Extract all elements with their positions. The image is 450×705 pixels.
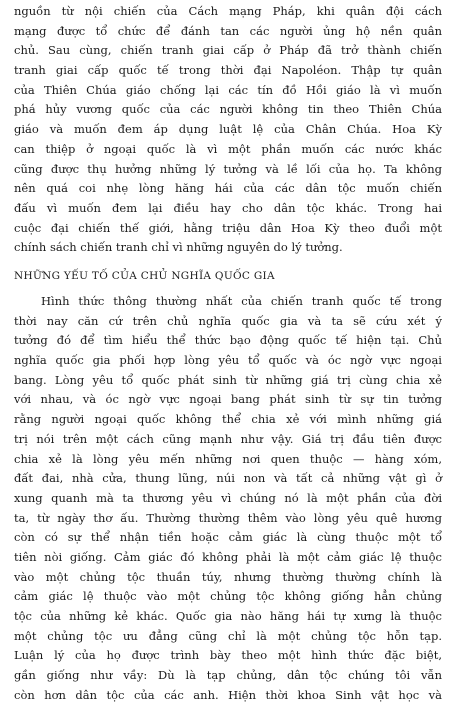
text-line: tiên nòi giống. Cảm giác đó không phải là một cảm giác lệ thuộc [14,549,442,564]
text-line: thời nay căn cứ trên chủ nghĩa quốc gia và ta sẽ cứu xét ý [14,313,442,328]
text-line: Luận lý của họ được trình bày theo một hình thức đặc biệt, [14,648,442,663]
text-line: chia xẻ là lòng yêu mến những nơi quen thuộc — hàng xóm, [14,451,442,466]
text-line: rằng người ngoại quốc không thể chia xẻ với mình những giá [14,412,442,427]
text-line: cảm giác lệ thuộc vào một chủng tộc không giống hẳn chủng [14,589,442,604]
text-line: xung quanh mà ta thương yêu vì chúng nó là một phần của đời [14,490,442,505]
text-line: giáo và muốn đem áp dụng luật lệ của Chân Chúa. Hoa Kỳ [14,122,442,137]
text-line: ta, từ ngày thơ ấu. Thường thường thêm vào lòng yêu quê hương [14,510,442,525]
text-line: cuộc đại chiến thế giới, hằng triệu dân Hoa Kỳ theo đuổi một [14,220,442,235]
text-line: của Thiên Chúa giáo chống lại các tín đồ Hồi giáo là vì muốn [14,82,442,97]
text-line: can thiệp ở ngoại quốc là vì một phần muốn các nước khác [14,141,442,156]
paragraph-nationalism-elements [14,292,442,705]
text-line: còn hơn dân tộc của các anh. Hiện thời khoa Sinh vật học và [14,687,442,702]
text-line: đấu vì muốn đem lại điều hay cho dân tộc khác. Trong hai [14,200,442,215]
text-line: trị nói trên một cách cũng mạnh như vậy. Giá trị đầu tiên được [14,431,442,446]
text-line: cũng được thụ hưởng những lý tưởng và lề lối của họ. Ta không [14,161,442,176]
text-line: nghĩa quốc gia phối hợp lòng yêu tổ quốc và óc ngờ vực ngoại [14,353,442,368]
text-line: chính sách chiến tranh chỉ vì những nguyên do lý tưởng. [14,240,343,255]
text-line: nguồn từ nội chiến của Cách mạng Pháp, khi quân đội cách [14,4,442,18]
text-line: tộc của những kẻ khác. Quốc gia nào hăng hái tự xưng là thuộc [14,609,442,623]
text-line: tranh giai cấp quốc tế trong thời đại Napoléon. Thập tự quân [14,63,442,78]
text-line: vào một chủng tộc thuần túy, nhưng thường thường chính là [14,569,442,584]
text-line: còn có sự thể nhận tiền hoặc cảm giác là cùng thuộc một tổ [14,530,442,545]
text-line: gần giống như vầy: Dù là tạp chủng, dân tộc chúng tôi vẫn [14,668,442,683]
text-line: nên quá coi nhẹ lòng hăng hái của các dân tộc muốn chiến [14,181,442,196]
text-line: phá hủy vương quốc của các người không tin theo Thiên Chúa [14,102,442,117]
text-line: bang. Lòng yêu tổ quốc phát sinh từ những giá trị cùng chia xẻ [14,372,442,387]
text-line: tưởng đó để tìm hiểu thể thức bạo động quốc tế hiện tại. Chủ [14,333,442,348]
text-line: chủ. Sau cùng, chiến tranh giai cấp ở Pháp đã trở thành chiến [14,43,442,58]
text-line: mạng được tổ chức để đánh tan các người ủng hộ nền quân [14,23,442,38]
text-line: Hình thức thông thường nhất của chiến tranh quốc tế trong [41,294,442,308]
text-line: đất đai, nhà cửa, thung lũng, núi non và tất cả những vật gì ở [14,471,442,486]
text-line: một chủng tộc ưu đẳng cũng chỉ là một chủng tộc hỗn tạp. [14,628,442,643]
text-line: với nhau, và óc ngờ vực ngoại bang phát sinh từ sự tin tưởng [14,392,442,407]
paragraph-war-ideals [14,2,442,258]
section-heading: NHỮNG YẾU TỐ CỦA CHỦ NGHĨA QUỐC GIA [14,270,275,282]
